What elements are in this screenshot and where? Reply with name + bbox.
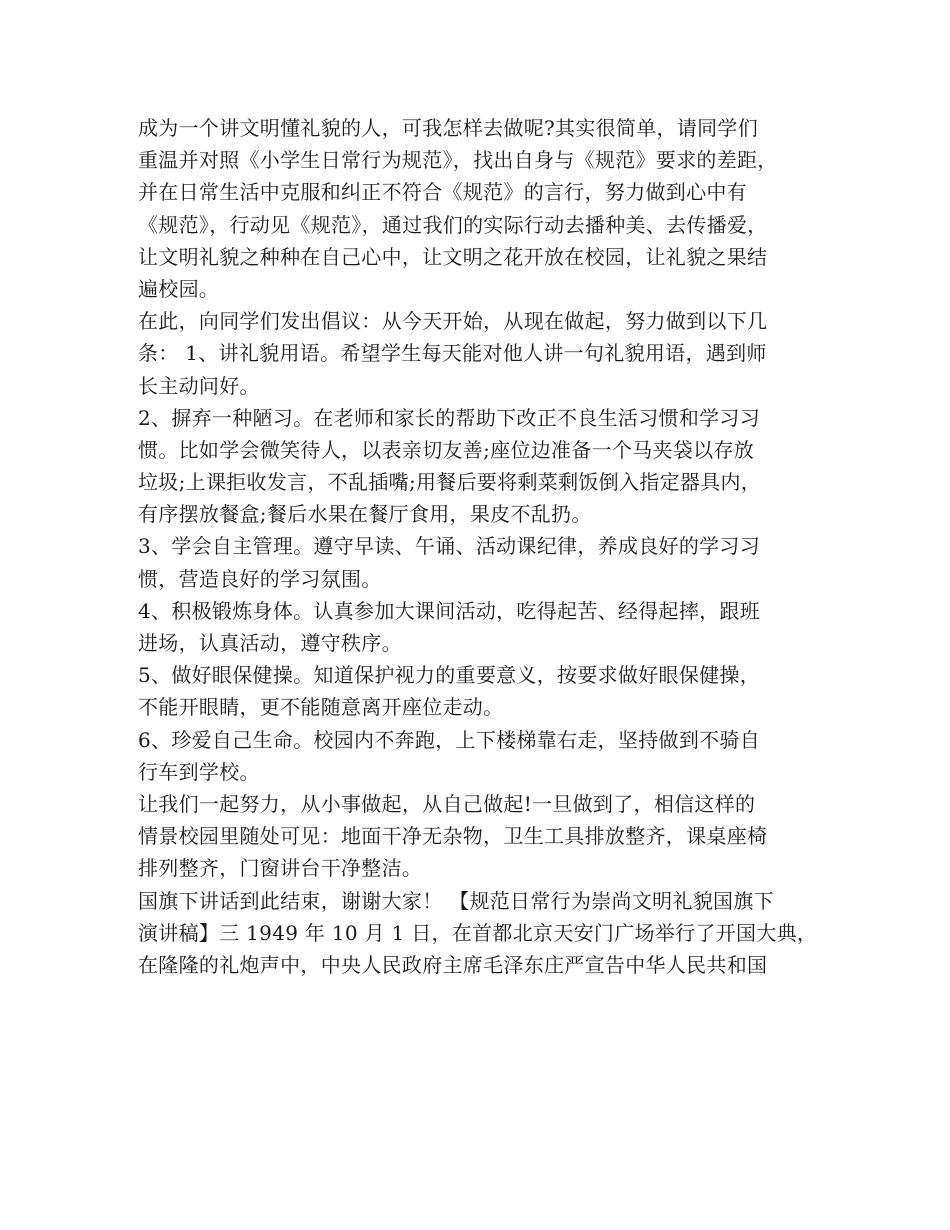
text-line: 排列整齐，门窗讲台干净整洁。	[138, 856, 423, 881]
text-line: 惯。比如学会微笑待人，以表亲切友善;座位边准备一个马夹袋以存放	[138, 437, 755, 462]
text-line: 垃圾;上课拒收发言，不乱插嘴;用餐后要将剩菜剩饭倒入指定器具内，	[138, 470, 762, 495]
text-line: 不能开眼睛，更不能随意离开座位走动。	[138, 695, 504, 720]
text-line: 行车到学校。	[138, 759, 260, 784]
document-body	[138, 112, 818, 981]
text-line: 6、珍爱自己生命。校园内不奔跑，上下楼梯靠右走，坚持做到不骑自	[138, 727, 761, 752]
text-line: 5、做好眼保健操。知道保护视力的重要意义，按要求做好眼保健操，	[138, 663, 761, 688]
text-line: 在隆隆的礼炮声中，中央人民政府主席毛泽东庄严宣告中华人民共和国	[138, 952, 768, 977]
text-line: 4、积极锻炼身体。认真参加大课间活动，吃得起苦、经得起摔，跟班	[138, 598, 761, 623]
text-line: 条： 1、讲礼貌用语。希望学生每天能对他人讲一句礼貌用语，遇到师	[138, 341, 767, 366]
text-line: 演讲稿】三 1949 年 10 月 1 日，在首都北京天安门广场举行了开国大典，	[138, 920, 818, 945]
text-line: 并在日常生活中克服和纠正不符合《规范》的言行，努力做到心中有	[138, 180, 747, 205]
text-line: 在此，向同学们发出倡议：从今天开始，从现在做起，努力做到以下几	[138, 309, 768, 334]
text-line: 2、摒弃一种陋习。在老师和家长的帮助下改正不良生活习惯和学习习	[138, 405, 761, 430]
text-line: 情景校园里随处可见：地面干净无杂物，卫生工具排放整齐，课桌座椅	[138, 824, 768, 849]
text-line: 3、学会自主管理。遵守早读、午诵、活动课纪律，养成良好的学习习	[138, 534, 761, 559]
text-line: 遍校园。	[138, 276, 220, 301]
text-line: 进场，认真活动，遵守秩序。	[138, 631, 402, 655]
text-line: 让文明礼貌之种种在自己心中，让文明之花开放在校园，让礼貌之果结	[138, 244, 768, 269]
text-line: 国旗下讲话到此结束，谢谢大家！ 【规范日常行为崇尚文明礼貌国旗下	[138, 888, 774, 913]
text-line: 成为一个讲文明懂礼貌的人，可我怎样去做呢?其实很简单，请同学们	[138, 116, 759, 140]
text-line: 让我们一起努力，从小事做起，从自己做起!一旦做到了，相信这样的	[138, 791, 756, 816]
text-line: 有序摆放餐盒;餐后水果在餐厅食用，果皮不乱扔。	[138, 502, 592, 527]
text-line: 惯，营造良好的学习氛围。	[138, 566, 382, 591]
text-line: 长主动问好。	[138, 373, 260, 398]
text-line: 重温并对照《小学生日常行为规范》，找出自身与《规范》要求的差距，	[138, 148, 778, 173]
text-line: 《规范》，行动见《规范》，通过我们的实际行动去播种美、去传播爱，	[138, 212, 768, 237]
